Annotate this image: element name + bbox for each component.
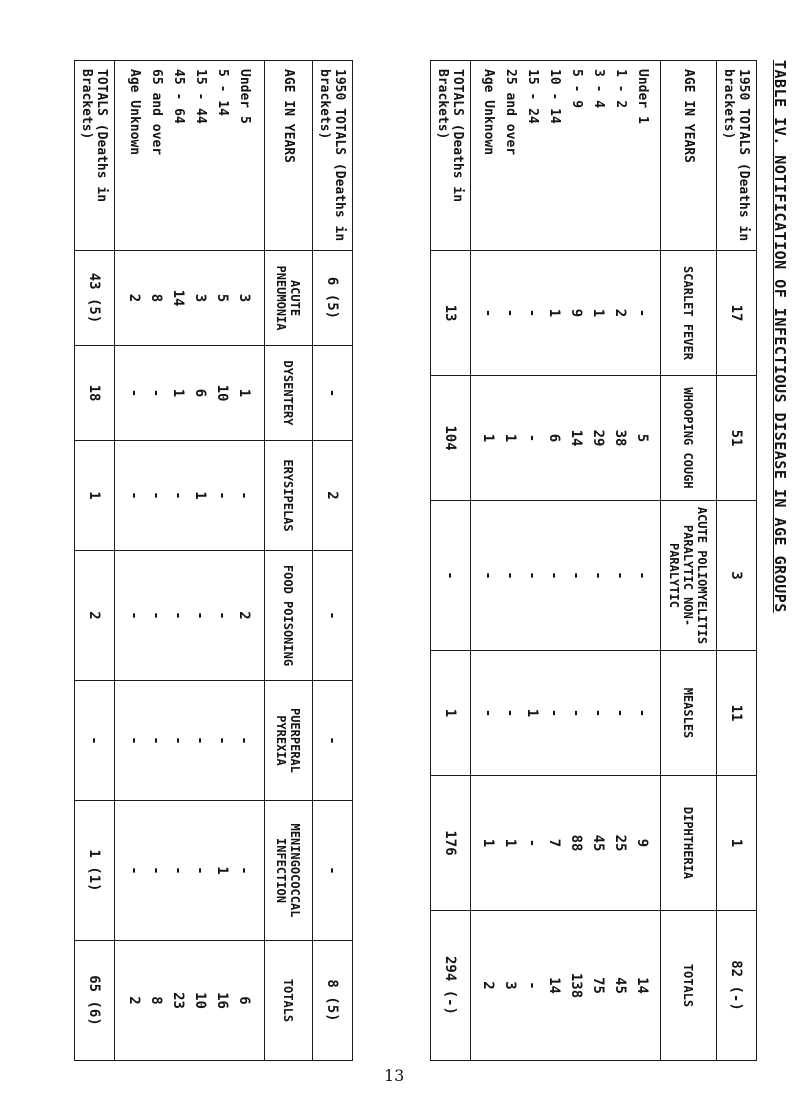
value-cell: 14 <box>634 977 651 994</box>
page-number: 13 <box>384 1066 405 1085</box>
column-header: WHOOPING COUGH <box>661 376 717 501</box>
column-values <box>115 801 265 941</box>
age-groups <box>115 61 265 251</box>
value-cell: 14 <box>546 977 563 994</box>
age-group-label: Under 5 <box>237 69 253 124</box>
total-cell: - <box>431 501 471 651</box>
total-1950-cell: - <box>313 551 353 681</box>
value-cell: 1 <box>502 838 519 848</box>
value-cell: 75 <box>590 977 607 994</box>
value-cell: - <box>524 433 541 443</box>
age-in-years-label: AGE IN YEARS <box>265 61 313 251</box>
value-cell: 2 <box>480 981 497 990</box>
total-cell: 65 (6) <box>75 941 115 1061</box>
total-1950-cell: 11 <box>717 651 757 776</box>
column-header: ACUTE POLIOMYELITIS PARALYTIC NON-PARALYTIC <box>661 501 717 651</box>
total-1950-cell: 3 <box>717 501 757 651</box>
column-header: DIPHTHERIA <box>661 776 717 911</box>
total-1950-cell: - <box>313 681 353 801</box>
column-header: PUERPERAL PYREXIA <box>265 681 313 801</box>
value-cell: - <box>170 611 187 620</box>
total-1950-cell: - <box>313 346 353 441</box>
column-header: ACUTE PNEUMONIA <box>265 251 313 346</box>
value-cell: 1 <box>170 388 187 398</box>
value-cell: - <box>148 736 165 745</box>
value-cell: 23 <box>170 992 187 1009</box>
value-cell: - <box>634 708 651 718</box>
column-values <box>115 251 265 346</box>
value-cell: 1 <box>590 308 607 318</box>
value-cell: 29 <box>590 429 607 447</box>
value-cell: - <box>502 708 519 718</box>
value-cell: 14 <box>170 289 187 307</box>
age-group-label: 15 - 44 <box>193 69 209 124</box>
column-header: TOTALS <box>265 941 313 1061</box>
value-cell: 5 <box>214 293 231 303</box>
age-group-label: Age Unknown <box>127 69 143 156</box>
value-cell: 1 <box>524 708 541 718</box>
value-cell: 88 <box>568 834 585 852</box>
column-values <box>115 441 265 551</box>
value-cell: 8 <box>148 293 165 303</box>
value-cell: - <box>502 571 519 580</box>
total-1950-cell: 82 (-) <box>717 911 757 1061</box>
value-cell: 14 <box>568 429 585 447</box>
value-cell: - <box>568 571 585 580</box>
column-values <box>115 941 265 1061</box>
value-cell: 6 <box>236 996 253 1005</box>
value-cell: 9 <box>634 838 651 848</box>
age-group-label: Age Unknown <box>481 69 497 156</box>
value-cell: - <box>612 571 629 580</box>
column-values <box>471 251 661 376</box>
value-cell: - <box>612 708 629 718</box>
age-group-label: 3 - 4 <box>591 69 607 109</box>
age-group-label: 10 - 14 <box>547 69 563 124</box>
total-cell: - <box>75 681 115 801</box>
value-cell: 8 <box>148 996 165 1005</box>
value-cell: 2 <box>126 293 143 303</box>
age-group-label: 45 - 64 <box>171 69 187 124</box>
column-header: TOTALS <box>661 911 717 1061</box>
value-cell: 7 <box>546 838 563 848</box>
value-cell: - <box>502 308 519 318</box>
value-cell: - <box>148 491 165 500</box>
value-cell: - <box>524 981 541 990</box>
total-cell: 43 (5) <box>75 251 115 346</box>
age-group-table-1 <box>430 60 757 1061</box>
age-group-label: 15 - 24 <box>525 69 541 124</box>
value-cell: - <box>524 308 541 318</box>
value-cell: - <box>126 491 143 500</box>
value-cell: 1 <box>192 491 209 500</box>
total-cell: 1 <box>431 651 471 776</box>
value-cell: - <box>634 308 651 318</box>
age-group-label: Under 1 <box>635 69 651 124</box>
value-cell: - <box>480 308 497 318</box>
total-cell: 1 <box>75 441 115 551</box>
value-cell: 2 <box>236 611 253 620</box>
value-cell: 1 <box>236 388 253 398</box>
value-cell: - <box>524 838 541 848</box>
value-cell: 6 <box>192 388 209 398</box>
value-cell: - <box>192 611 209 620</box>
value-cell: 45 <box>612 977 629 994</box>
value-cell: - <box>148 611 165 620</box>
age-group-label: 1 - 2 <box>613 69 629 109</box>
total-cell: 2 <box>75 551 115 681</box>
value-cell: 3 <box>502 981 519 990</box>
age-group-label: 65 and over <box>149 69 165 156</box>
column-values <box>471 911 661 1061</box>
total-1950-cell: 51 <box>717 376 757 501</box>
column-header: FOOD POISONING <box>265 551 313 681</box>
value-cell: 2 <box>612 308 629 318</box>
value-cell: - <box>214 736 231 745</box>
value-cell: 10 <box>192 992 209 1009</box>
column-header: DYSENTERY <box>265 346 313 441</box>
total-cell: 294 (-) <box>431 911 471 1061</box>
value-cell: - <box>480 571 497 580</box>
value-cell: - <box>524 571 541 580</box>
value-cell: - <box>590 571 607 580</box>
value-cell: - <box>170 866 187 875</box>
value-cell: - <box>192 866 209 875</box>
column-header: MEASLES <box>661 651 717 776</box>
total-1950-cell: 8 (5) <box>313 941 353 1061</box>
value-cell: - <box>236 491 253 500</box>
value-cell: 1 <box>502 433 519 443</box>
value-cell: 1 <box>546 308 563 318</box>
column-values <box>115 681 265 801</box>
value-cell: - <box>214 611 231 620</box>
total-cell: 176 <box>431 776 471 911</box>
value-cell: 3 <box>192 293 209 303</box>
value-cell: 45 <box>590 834 607 852</box>
totals-label: TOTALS (Deaths in Brackets) <box>75 61 115 251</box>
total-1950-cell: - <box>313 801 353 941</box>
value-cell: - <box>192 736 209 745</box>
value-cell: 9 <box>568 308 585 318</box>
value-cell: - <box>590 708 607 718</box>
value-cell: - <box>126 866 143 875</box>
total-1950-cell: 2 <box>313 441 353 551</box>
value-cell: - <box>126 736 143 745</box>
column-values <box>471 501 661 651</box>
column-values <box>471 776 661 911</box>
column-header: MENINGOCOCCAL INFECTION <box>265 801 313 941</box>
value-cell: 3 <box>236 293 253 303</box>
total-1950-cell: 6 (5) <box>313 251 353 346</box>
value-cell: - <box>148 388 165 398</box>
value-cell: - <box>568 708 585 718</box>
value-cell: - <box>170 736 187 745</box>
age-group-table-2 <box>74 60 353 1061</box>
column-values <box>115 346 265 441</box>
value-cell: 1 <box>214 866 231 875</box>
total-cell: 1 (1) <box>75 801 115 941</box>
value-cell: - <box>126 611 143 620</box>
totals-1950-label: 1950 TOTALS (Deaths in brackets) <box>313 61 353 251</box>
value-cell: - <box>634 571 651 580</box>
value-cell: - <box>236 736 253 745</box>
page-title: TABLE IV. NOTIFICATION OF INFECTIOUS DISEASE IN AGE GROUPS <box>771 60 789 613</box>
value-cell: - <box>214 491 231 500</box>
value-cell: 138 <box>568 972 585 999</box>
value-cell: - <box>148 866 165 875</box>
totals-label: TOTALS (Deaths in Brackets) <box>431 61 471 251</box>
total-cell: 13 <box>431 251 471 376</box>
value-cell: - <box>546 571 563 580</box>
column-header: ERYSIPELAS <box>265 441 313 551</box>
age-group-label: 5 - 14 <box>215 69 231 116</box>
total-1950-cell: 17 <box>717 251 757 376</box>
age-in-years-label: AGE IN YEARS <box>661 61 717 251</box>
value-cell: - <box>236 866 253 875</box>
value-cell: 2 <box>126 996 143 1005</box>
total-cell: 104 <box>431 376 471 501</box>
total-cell: 18 <box>75 346 115 441</box>
value-cell: 16 <box>214 992 231 1009</box>
value-cell: 6 <box>546 433 563 443</box>
value-cell: - <box>480 708 497 718</box>
column-header: SCARLET FEVER <box>661 251 717 376</box>
value-cell: - <box>126 388 143 398</box>
value-cell: - <box>170 491 187 500</box>
value-cell: 10 <box>214 384 231 402</box>
total-1950-cell: 1 <box>717 776 757 911</box>
totals-1950-label: 1950 TOTALS (Deaths in brackets) <box>717 61 757 251</box>
value-cell: 1 <box>480 433 497 443</box>
column-values <box>471 376 661 501</box>
age-groups <box>471 61 661 251</box>
age-group-label: 5 - 9 <box>569 69 585 109</box>
value-cell: 38 <box>612 429 629 447</box>
value-cell: 1 <box>480 838 497 848</box>
column-values <box>115 551 265 681</box>
value-cell: 25 <box>612 834 629 852</box>
value-cell: - <box>546 708 563 718</box>
column-values <box>471 651 661 776</box>
value-cell: 5 <box>634 433 651 443</box>
age-group-label: 25 and over <box>503 69 519 156</box>
